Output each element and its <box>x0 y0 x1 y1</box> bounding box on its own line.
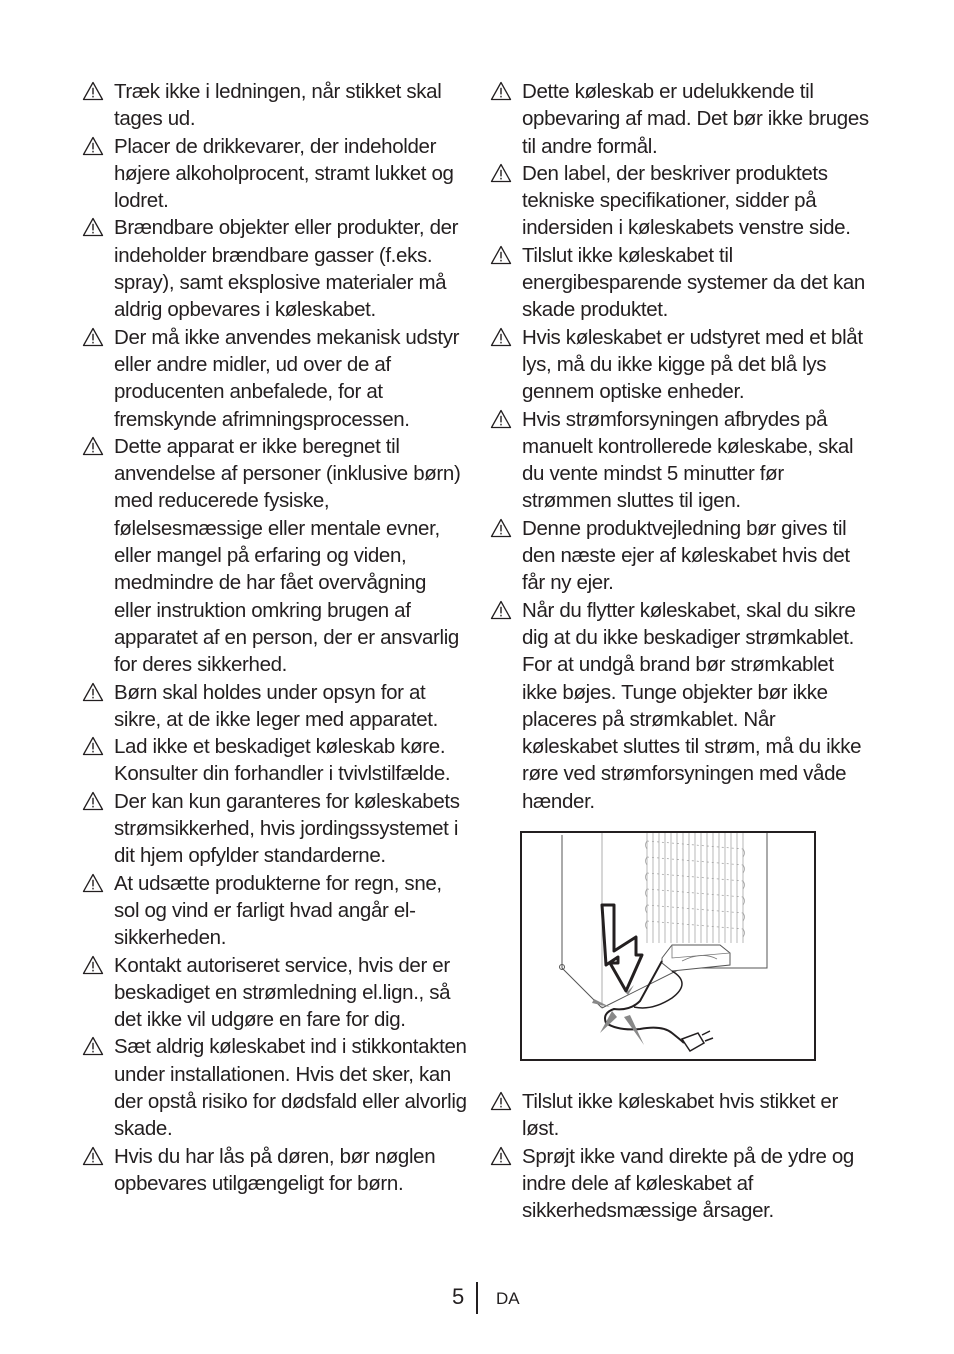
warning-text: Tilslut ikke køleskabet hvis stikket er løst. <box>522 1090 838 1141</box>
warning-triangle-icon <box>82 791 104 811</box>
warning-triangle-icon <box>82 1146 104 1166</box>
warning-item <box>82 679 468 734</box>
warning-triangle-icon <box>490 1146 512 1166</box>
page-number: 5 <box>452 1284 465 1309</box>
warning-text: Sprøjt ikke vand direkte på de ydre og indre dele af køleskabet af sikkerhedsmæssige årsager. <box>522 1144 854 1223</box>
warning-text: Hvis strømforsyningen afbrydes på manuelt kontrollerede køleskabe, skal du vente mindst 5 minutter før strømmen sluttes til igen. <box>522 407 854 513</box>
warning-text: Placer de drikkevarer, der indeholder højere alkoholprocent, stramt lukket og lodret. <box>114 134 454 213</box>
warning-triangle-icon <box>490 409 512 429</box>
left-warning-list <box>82 78 468 1197</box>
warning-item <box>82 324 468 433</box>
warning-item <box>490 515 874 597</box>
warning-item <box>490 242 874 324</box>
warning-triangle-icon <box>490 327 512 347</box>
warning-item <box>490 597 874 815</box>
fridge-cable-drawing <box>522 833 814 1059</box>
warning-triangle-icon <box>82 1036 104 1056</box>
warning-triangle-icon <box>82 327 104 347</box>
warning-item <box>490 1143 874 1225</box>
warning-item <box>82 78 468 133</box>
warning-text: Hvis køleskabet er udstyret med et blåt lys, må du ikke kigge på det blå lys gennem optiske enheder. <box>522 325 863 404</box>
warning-text: Hvis du har lås på døren, bør nøglen opbevares utilgængeligt for børn. <box>114 1144 436 1195</box>
warning-text: Den label, der beskriver produktets tekniske specifikationer, sidder på indersiden i køleskabets venstre side. <box>522 161 851 240</box>
warning-item <box>82 133 468 215</box>
warning-text: Lad ikke et beskadiget køleskab køre. Konsulter din forhandler i tvivlstilfælde. <box>114 735 451 786</box>
warning-item <box>82 788 468 870</box>
warning-text: Træk ikke i ledningen, når stikket skal tages ud. <box>114 80 442 131</box>
warning-triangle-icon <box>490 163 512 183</box>
warning-text: At udsætte produkterne for regn, sne, sol og vind er farligt hvad angår el-sikkerheden. <box>114 871 442 950</box>
warning-text: Dette køleskab er udelukkende til opbevaring af mad. Det bør ikke bruges til andre formål. <box>522 80 869 158</box>
warning-text: Kontakt autoriseret service, hvis der er beskadiget en strømledning el.lign., så det ikke vil udgøre en fare for dig. <box>114 953 451 1032</box>
warning-text: Dette apparat er ikke beregnet til anvendelse af personer (inklusive børn) med reducerede fysiske, følelsesmæssige eller mentale evner, eller mangel på erfaring og viden, medmindre de har fået overvågning eller instruktion omkring brugen af apparatet af en person, der er ansvarlig for deres sikkerhed. <box>114 434 461 677</box>
warning-triangle-icon <box>82 81 104 101</box>
warning-triangle-icon <box>82 873 104 893</box>
warning-triangle-icon <box>490 600 512 620</box>
warning-triangle-icon <box>82 682 104 702</box>
warning-triangle-icon <box>82 217 104 237</box>
warning-text: Denne produktvejledning bør gives til den næste ejer af køleskabet hvis det får ny ejer. <box>522 516 850 595</box>
warning-triangle-icon <box>490 245 512 265</box>
warning-item <box>490 324 874 406</box>
warning-triangle-icon <box>490 1091 512 1111</box>
right-warning-list-lower <box>490 1088 874 1224</box>
warning-item <box>82 870 468 952</box>
warning-text: Der kan kun garanteres for køleskabets strømsikkerhed, hvis jordingssystemet i dit hjem opfylder standarderne. <box>114 789 460 868</box>
warning-text: Børn skal holdes under opsyn for at sikre, at de ikke leger med apparatet. <box>114 680 438 731</box>
warning-triangle-icon <box>490 81 512 101</box>
warning-text: Når du flytter køleskabet, skal du sikre dig at du ikke beskadiger strømkablet. For at undgå brand bør strømkablet ikke bøjes. Tunge objekter bør ikke placeres på strømkablet. Når køleskabet sluttes til strøm, må du ikke røre ved strømforsyningen med våde hænder. <box>522 598 862 813</box>
warning-triangle-icon <box>82 955 104 975</box>
warning-item <box>490 160 874 242</box>
warning-triangle-icon <box>82 736 104 756</box>
footer-divider <box>476 1282 478 1314</box>
warning-item <box>82 433 468 679</box>
warning-text: Der må ikke anvendes mekanisk udstyr eller andre midler, ud over de af producenten anbefalede, for at fremskynde afrimningsprocessen. <box>114 325 460 431</box>
warning-item <box>490 406 874 515</box>
warning-item <box>82 1033 468 1142</box>
warning-triangle-icon <box>82 136 104 156</box>
warning-text: Tilslut ikke køleskabet til energibesparende systemer da det kan skade produktet. <box>522 243 865 322</box>
warning-item <box>82 733 468 788</box>
warning-triangle-icon <box>490 518 512 538</box>
warning-text: Sæt aldrig køleskabet ind i stikkontakten under installationen. Hvis det sker, kan der opstå risiko for dødsfald eller alvorlig skade. <box>114 1035 467 1141</box>
warning-item <box>490 78 874 160</box>
warning-triangle-icon <box>82 436 104 456</box>
page-footer <box>0 1282 954 1318</box>
language-code: DA <box>496 1289 520 1308</box>
warning-item <box>82 1143 468 1198</box>
warning-item <box>82 214 468 323</box>
warning-item <box>490 1088 874 1143</box>
warning-item <box>82 952 468 1034</box>
right-warning-list <box>490 78 874 815</box>
power-cable-illustration <box>520 831 816 1061</box>
warning-text: Brændbare objekter eller produkter, der indeholder brændbare gasser (f.eks. spray), samt eksplosive materialer må aldrig opbevares i køleskabet. <box>114 216 459 322</box>
